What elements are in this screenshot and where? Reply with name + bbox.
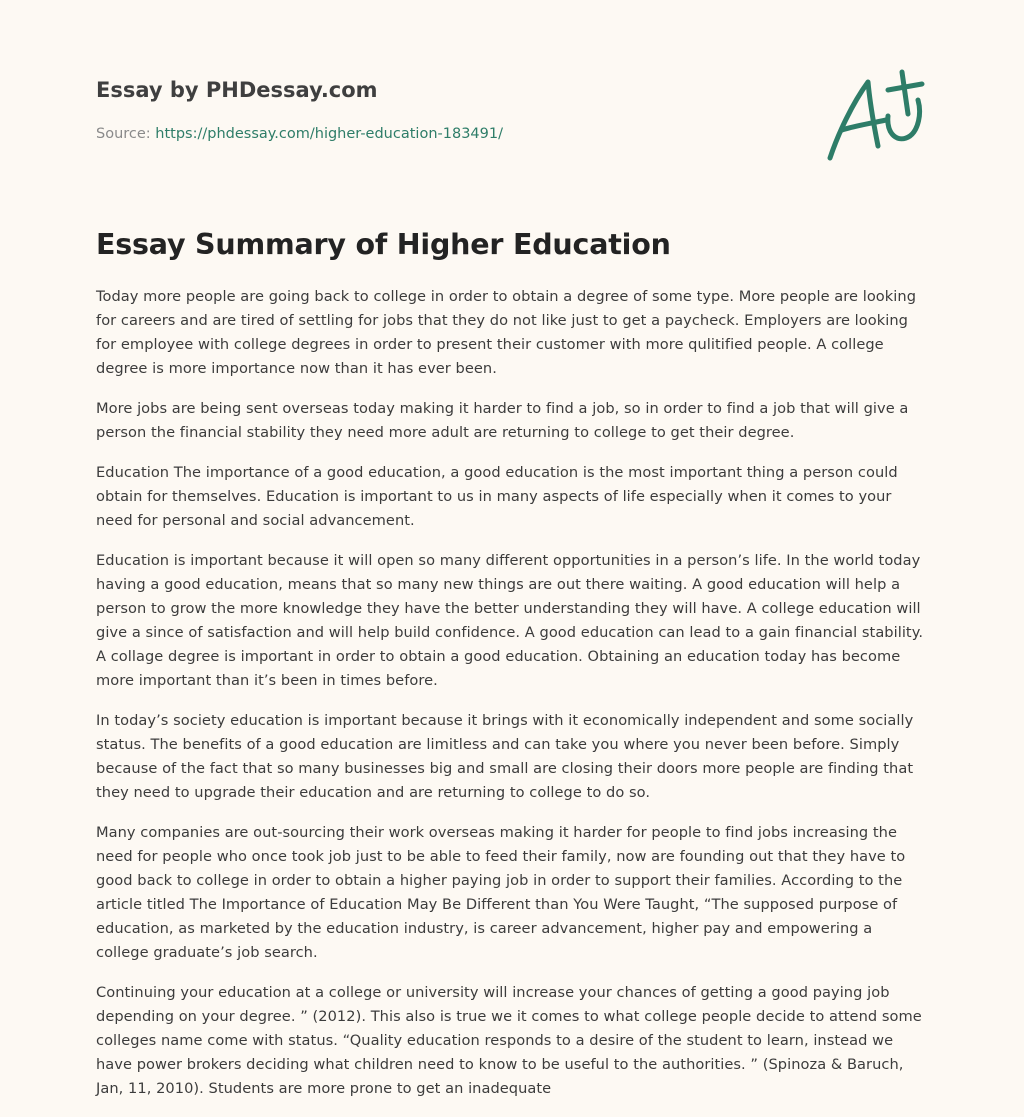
essay-paragraph: Many companies are out-sourcing their work overseas making it harder for people to find jobs increasing the need for people who once took job just to be able to feed their family, now are founding out that they have to good back to college in order to obtain a higher paying job in order to support their families. According to the article titled The Importance of Education May Be Different than You Were Taught, “The supposed purpose of education, as marketed by the education industry, is career advancement, higher pay and empowering a college graduate’s job search. xyxy=(96,824,906,961)
essay-paragraph: Today more people are going back to college in order to obtain a degree of some type. More people are looking for careers and are tired of settling for jobs that they do not like just to get a paycheck. Employers are looking for employee with college degrees in order to present their customer with more qulitified people. A college degree is more importance now than it has ever been. xyxy=(96,288,917,377)
source-label: Source: xyxy=(96,126,156,142)
essay-paragraph: More jobs are being sent overseas today making it harder to find a job, so in order to find a job that will give a person the financial stability they need more adult are returning to college to get their degree. xyxy=(96,400,909,441)
essay-paragraph: Continuing your education at a college or university will increase your chances of getting a good paying job depending on your degree. ” (2012). This also is true we it comes to what college people decide to attend some colleges name come with status. “Quality education responds to a desire of the student to learn, instead we have power brokers deciding what children need to know to be useful to the authorities. ” (Spinoza & Baruch, Jan, 11, 2010). Students are more prone to get an inadequate xyxy=(96,984,922,1097)
essay-title: Essay Summary of Higher Education xyxy=(96,228,671,261)
essay-paragraph: Education The importance of a good education, a good education is the most important thing a person could obtain for themselves. Education is important to us in many aspects of life especially when it comes to your need for personal and social advancement. xyxy=(96,464,898,529)
source-link[interactable]: https://phdessay.com/higher-education-183491/ xyxy=(155,126,503,142)
source-line xyxy=(96,124,503,144)
essay-paragraph: In today’s society education is important because it brings with it economically independent and some socially status. The benefits of a good education are limitless and can take you where you never been before. Simply because of the fact that so many businesses big and small are closing their doors more people are finding that they need to upgrade their education and are returning to college to do so. xyxy=(96,712,914,801)
essay-body xyxy=(96,285,928,1117)
site-brand: Essay by PHDessay.com xyxy=(96,78,378,102)
essay-paragraph: Education is important because it will open so many different opportunities in a person’s life. In the world today having a good education, means that so many new things are out there waiting. A good education will help a person to grow the more knowledge they have the better understanding they will have. A college education will give a since of satisfaction and will help build confidence. A good education can lead to a gain financial stability. A collage degree is important in order to obtain a good education. Obtaining an education today has become more important than it’s been in times before. xyxy=(96,552,924,689)
a-plus-grade-icon xyxy=(822,68,930,164)
